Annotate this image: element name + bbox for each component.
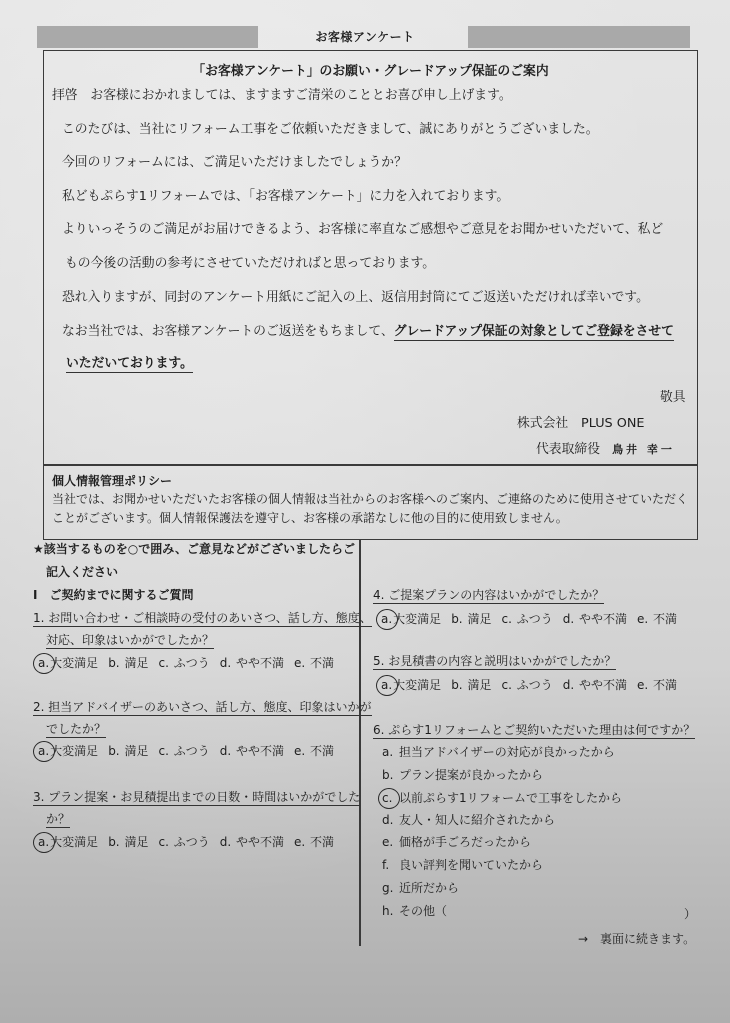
registration-line-2 (66, 356, 193, 372)
option-b[interactable]: b. 満足 (108, 835, 149, 849)
privacy-title: 個人情報管理ポリシー (52, 474, 173, 488)
choice-a[interactable]: a. 担当アドバイザーの対応が良かったから (382, 745, 615, 759)
choice-e[interactable]: e. 価格が手ごろだったから (382, 835, 532, 849)
choice-g[interactable]: g. 近所だから (382, 881, 460, 895)
survey-instruction: ★該当するものを○で囲み、ご意見などがございましたらご (33, 542, 355, 556)
option-b[interactable]: b. 満足 (451, 678, 492, 692)
option-b[interactable]: b. 満足 (451, 612, 492, 626)
choice-c[interactable]: c. 以前ぷらす1リフォームで工事をしたから (382, 791, 623, 805)
registration-prefix: なお当社では、お客様アンケートのご返送をもちまして、 (62, 324, 394, 339)
choice-d[interactable]: d. 友人・知人に紹介されたから (382, 813, 556, 827)
privacy-text: ことがございます。個人情報保護法を遵守し、お客様の承諾なしに他の目的に使用致しません。 (52, 511, 568, 525)
option-a[interactable]: a.大変満足 (38, 744, 99, 758)
option-d[interactable]: d. やや不満 (562, 678, 628, 692)
letter-greeting: 拝啓 お客様におかれましては、ますますご清栄のこととお喜び申し上げます。 (52, 88, 512, 103)
option-a[interactable]: a.大変満足 (381, 678, 442, 692)
survey-instruction: 記入ください (46, 565, 119, 579)
privacy-text: 当社では、お聞かせいただいたお客様の個人情報は当社からのお客様へのご案内、ご連絡のために使用させていただく (52, 492, 689, 506)
option-e[interactable]: e. 不満 (637, 612, 678, 626)
question-2: 2. 担当アドバイザーのあいさつ、話し方、態度、印象はいかが (33, 700, 372, 714)
question-1-options (37, 656, 343, 671)
option-d[interactable]: d. やや不満 (219, 744, 285, 758)
column-divider (359, 539, 361, 946)
registration-emphasis: グレードアップ保証の対象としてご登録をさせて (393, 324, 674, 339)
question-2-cont: でしたか？ (46, 722, 107, 736)
registration-line (62, 324, 674, 340)
option-e[interactable]: e. 不満 (294, 744, 335, 758)
option-a[interactable]: a.大変満足 (38, 656, 99, 670)
option-a[interactable]: a.大変満足 (381, 612, 442, 626)
option-b[interactable]: b. 満足 (108, 744, 149, 758)
continue-note: → 裏面に続きます。 (578, 932, 696, 946)
option-e[interactable]: e. 不満 (294, 656, 335, 670)
question-2-options (37, 744, 343, 759)
question-1: 1. お問い合わせ・ご相談時の受付のあいさつ、話し方、態度、 (33, 611, 372, 625)
option-c[interactable]: c. ふつう (501, 612, 553, 626)
question-4: 4. ご提案プランの内容はいかがでしたか？ (373, 588, 605, 602)
question-1-cont: 対応、印象はいかがでしたか？ (46, 633, 215, 647)
question-4-options (380, 612, 686, 627)
letter-line: もの今後の活動の参考にさせていただければと思っております。 (65, 256, 436, 271)
option-b[interactable]: b. 満足 (108, 656, 149, 670)
company-name: 株式会社 PLUS ONE (517, 416, 645, 431)
question-6: 6. ぷらす1リフォームとご契約いただいた理由は何ですか？ (373, 723, 696, 737)
question-3-options (37, 835, 343, 850)
letter-title: 「お客様アンケート」のお願い・グレードアップ保証のご案内 (192, 64, 549, 79)
option-e[interactable]: e. 不満 (294, 835, 335, 849)
letter-line: よりいっそうのご満足がお届けできるよう、お客様に率直なご感想やご意見をお聞かせいただいて、私ど (62, 222, 664, 237)
question-3: 3. プラン提案・お見積提出までの日数・時間はいかがでした (33, 790, 361, 804)
other-close-paren: ） (684, 907, 697, 921)
representative (536, 442, 675, 458)
option-d[interactable]: d. やや不満 (562, 612, 628, 626)
option-a[interactable]: a.大変満足 (38, 835, 99, 849)
option-e[interactable]: e. 不満 (637, 678, 678, 692)
letter-closing: 敬具 (660, 390, 686, 405)
option-c[interactable]: c. ふつう (158, 656, 210, 670)
representative-title: 代表取締役 (536, 442, 600, 457)
question-5-options (380, 678, 686, 693)
registration-emphasis: いただいております。 (66, 356, 193, 371)
option-d[interactable]: d. やや不満 (219, 656, 285, 670)
document-title: お客様アンケート (315, 30, 415, 44)
section-heading: Ⅰ ご契約までに関するご質問 (33, 588, 194, 602)
option-c[interactable]: c. ふつう (158, 744, 210, 758)
letter-line: このたびは、当社にリフォーム工事をご依頼いただきまして、誠にありがとうございました。 (62, 122, 599, 137)
option-c[interactable]: c. ふつう (501, 678, 553, 692)
choice-f[interactable]: f. 良い評判を聞いていたから (382, 858, 544, 872)
choice-b[interactable]: b. プラン提案が良かったから (382, 768, 544, 782)
option-c[interactable]: c. ふつう (158, 835, 210, 849)
choice-h-other[interactable]: h. その他（ (382, 904, 448, 918)
option-d[interactable]: d. やや不満 (219, 835, 285, 849)
representative-signature: 鳥井 幸一 (612, 443, 675, 456)
question-3-cont: か？ (46, 812, 71, 826)
letter-line: 私どもぷらす1リフォームでは、「お客様アンケート」に力を入れております。 (62, 189, 510, 204)
question-5: 5. お見積書の内容と説明はいかがでしたか？ (373, 654, 617, 668)
letter-line: 恐れ入りますが、同封のアンケート用紙にご記入の上、返信用封筒にてご返送いただければ幸いです。 (62, 290, 649, 305)
letter-line: 今回のリフォームには、ご満足いただけましたでしょうか？ (62, 155, 407, 170)
